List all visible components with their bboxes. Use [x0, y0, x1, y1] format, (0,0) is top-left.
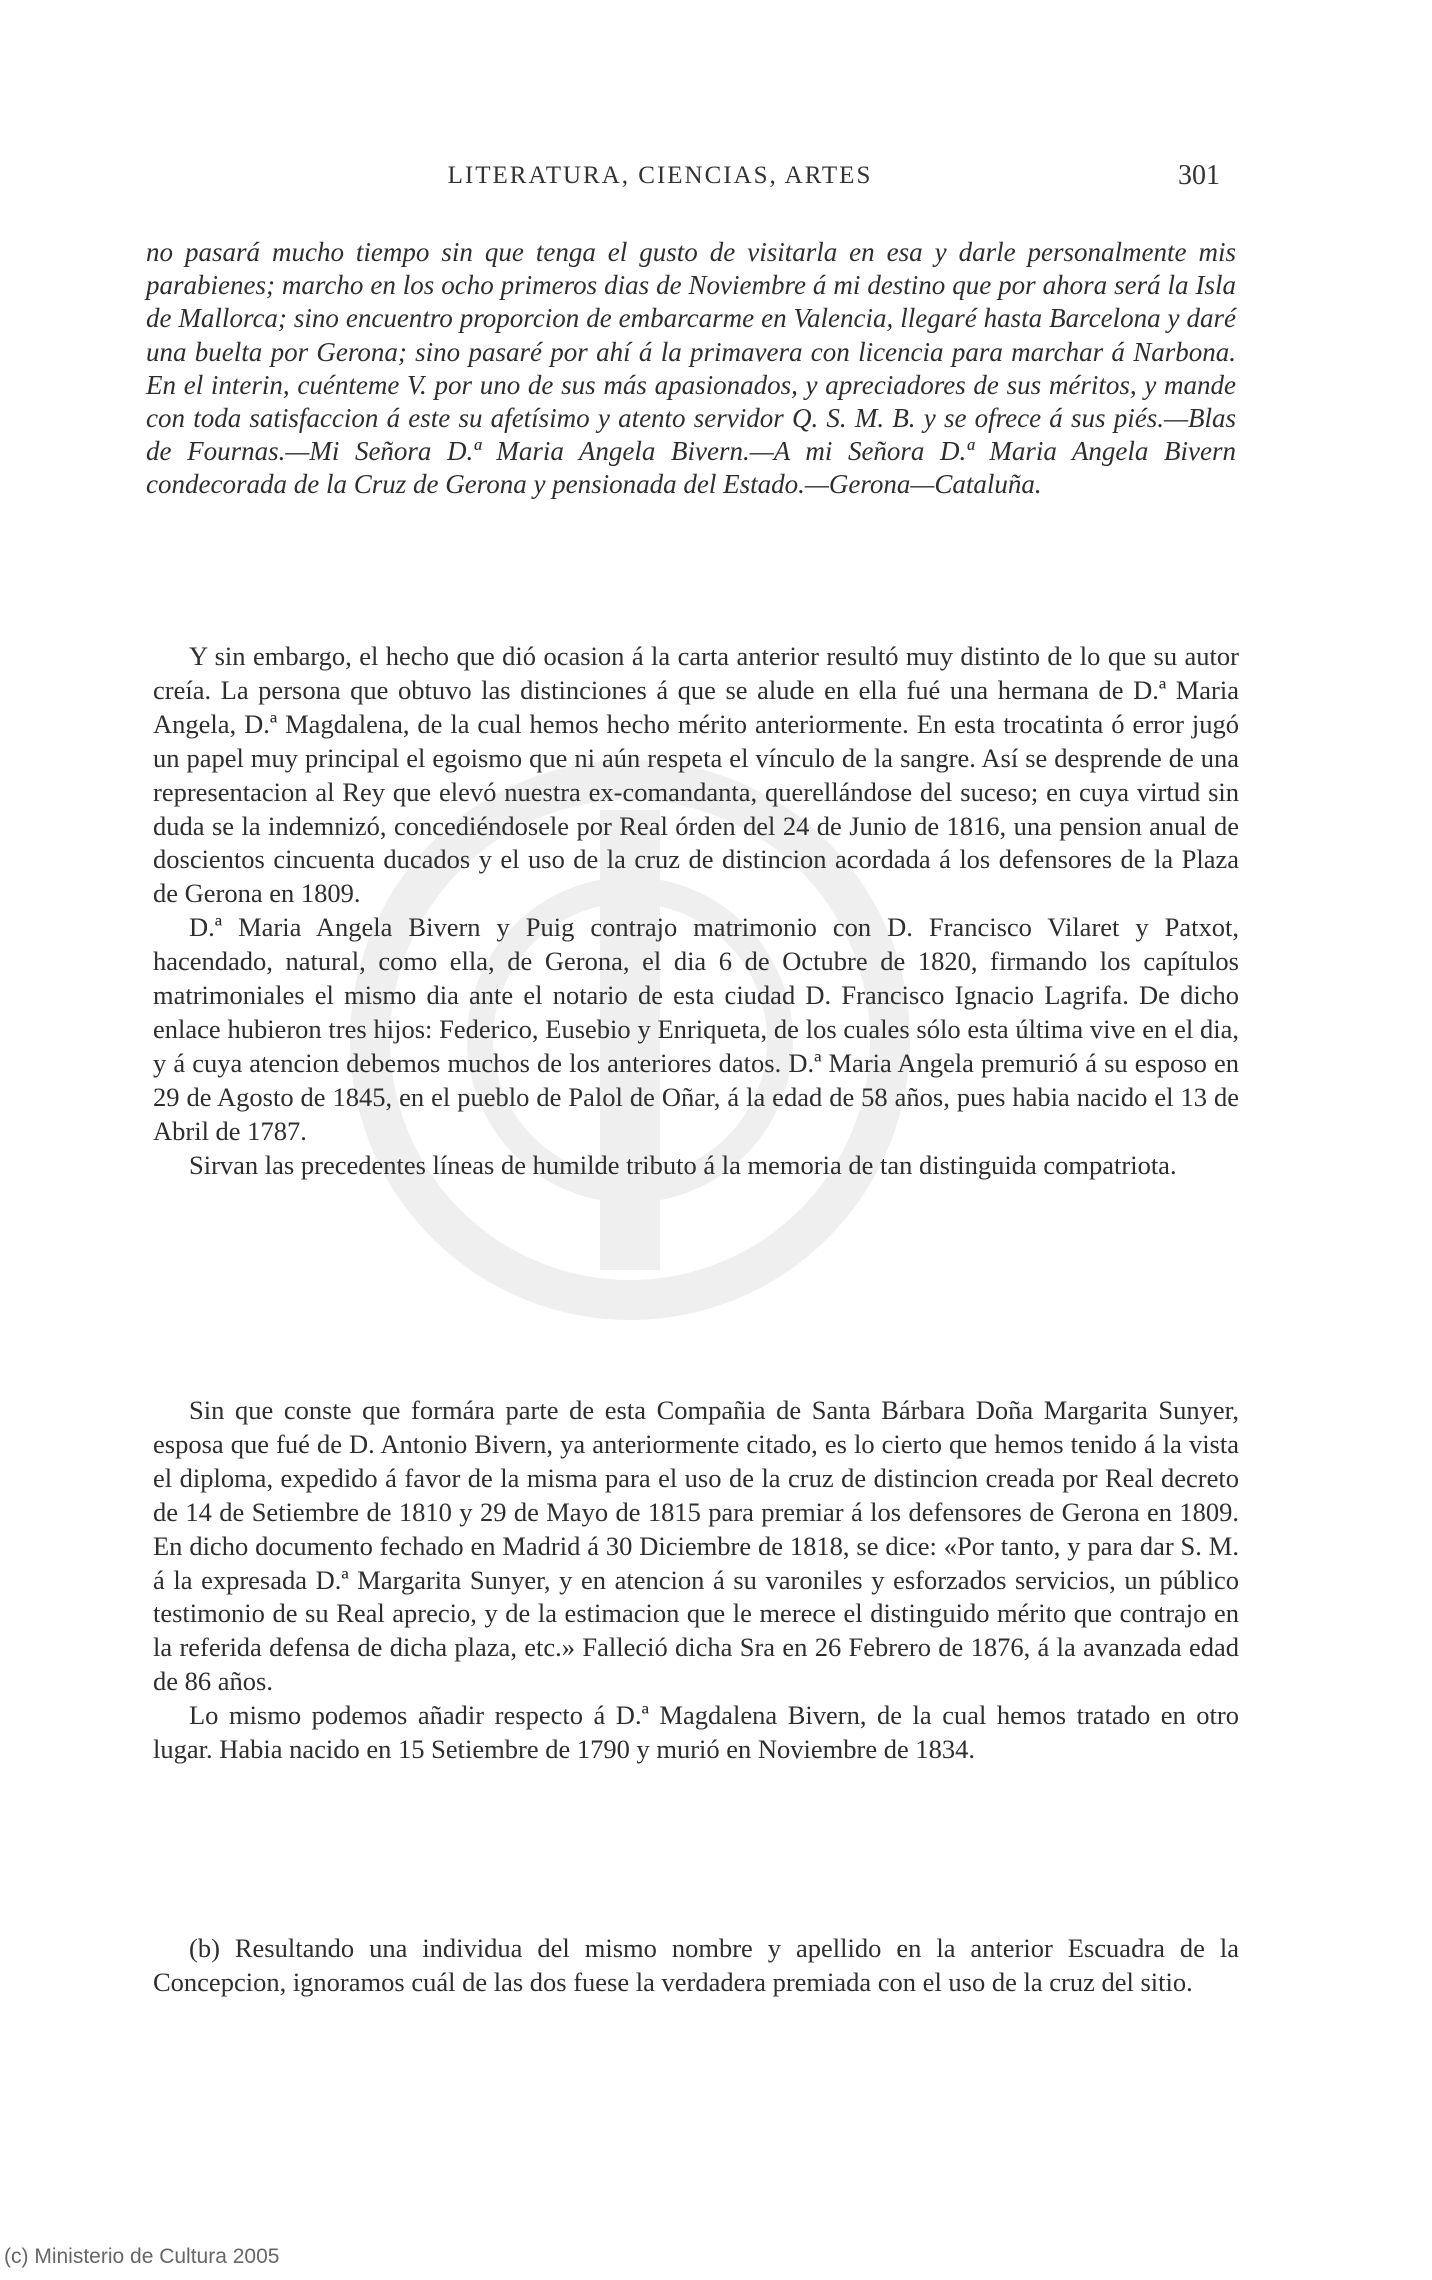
paragraph: Lo mismo podemos añadir respecto á D.ª Magdalena Bivern, de la cual hemos tratado en otro lugar. Habia nacido en 15 Setiembre de 1790 y murió en Noviembre de 1834.	[153, 1700, 1239, 1765]
letter-quote: no pasará mucho tiempo sin que tenga el gusto de visitarla en esa y darle personalmente mis parabienes; marcho en los ocho primeros dias de Noviembre á mi destino que por ahora será la Isla de Mallorca; sino encuentro proporcion de embarcarme en Valencia, llegaré hasta Barcelona y daré una buelta por Gerona; sino pasaré por ahí á la primavera con licencia para marchar á Narbona. En el interin, cuénteme V. por uno de sus más apasionados, y apreciadores de sus méritos, y mande con toda satisfaccion á este su afetísimo y atento servidor Q. S. M. B. y se ofrece á sus piés.—Blas de Fournas.—Mi Señora D.ª Maria Angela Bivern.—A mi Señora D.ª Maria Angela Bivern condecorada de la Cruz de Gerona y pensionada del Estado.—Gerona—Cataluña.	[146, 237, 1236, 500]
paragraph: Y sin embargo, el hecho que dió ocasion á la carta anterior resultó muy distinto de lo que su autor creía. La persona que obtuvo las distinciones á que se alude en ella fué una hermana de D.ª Maria Angela, D.ª Magdalena, de la cual hemos hecho mérito anteriormente. En esta trocatinta ó error jugó un papel muy principal el egoismo que ni aún respeta el vínculo de la sangre. Así se desprende de una representacion al Rey que elevó nuestra ex-comandanta, querellándose del suceso; en cuya virtud sin duda se la indemnizó, concediéndosele por Real órden del 24 de Junio de 1816, una pension anual de doscientos cincuenta ducados y el uso de la cruz de distincion acordada á los defensores de la Plaza de Gerona en 1809.	[153, 641, 1239, 909]
section-bivern-story	[153, 640, 1239, 1183]
copyright-credit: (c) Ministerio de Cultura 2005	[4, 2245, 280, 2268]
section-margarita-sunyer	[153, 1394, 1239, 1767]
page-number: 301	[1178, 160, 1220, 191]
footnote-paragraph: (b) Resultando una individua del mismo nombre y apellido en la anterior Escuadra de la Concepcion, ignoramos cuál de las dos fuese la verdadera premiada con el uso de la cruz del sitio.	[153, 1933, 1239, 1997]
paragraph: D.ª Maria Angela Bivern y Puig contrajo matrimonio con D. Francisco Vilaret y Patxot, hacendado, natural, como ella, de Gerona, el dia 6 de Octubre de 1820, firmando los capítulos matrimoniales el mismo dia ante el notario de esta ciudad D. Francisco Ignacio Lagrifa. De dicho enlace hubieron tres hijos: Federico, Eusebio y Enriqueta, de los cuales sólo esta última vive en el dia, y á cuya atencion debemos muchos de los anteriores datos. D.ª Maria Angela premurió á su esposo en 29 de Agosto de 1845, en el pueblo de Palol de Oñar, á la edad de 58 años, pues habia nacido el 13 de Abril de 1787.	[153, 912, 1239, 1146]
paragraph: Sin que conste que formára parte de esta Compañia de Santa Bárbara Doña Margarita Sunyer, esposa que fué de D. Antonio Bivern, ya anteriormente citado, es lo cierto que hemos tenido á la vista el diploma, expedido á favor de la misma para el uso de la cruz de distincion creada por Real decreto de 14 de Setiembre de 1810 y 29 de Mayo de 1815 para premiar á los defensores de Gerona en 1809. En dicho documento fechado en Madrid á 30 Diciembre de 1818, se dice: «Por tanto, y para dar S. M. á la expresada D.ª Margarita Sunyer, y en atencion á su varoniles y esforzados servicios, un público testimonio de su Real aprecio, y de la estimacion que le merece el distinguido mérito que contrajo en la referida defensa de dicha plaza, etc.» Falleció dicha Sra en 26 Febrero de 1876, á la avanzada edad de 86 años.	[153, 1395, 1239, 1697]
footnote-b	[153, 1932, 1239, 2000]
paragraph: Sirvan las precedentes líneas de humilde tributo á la memoria de tan distinguida compatriota.	[189, 1149, 1177, 1180]
running-title: LITERATURA, CIENCIAS, ARTES	[447, 162, 873, 189]
